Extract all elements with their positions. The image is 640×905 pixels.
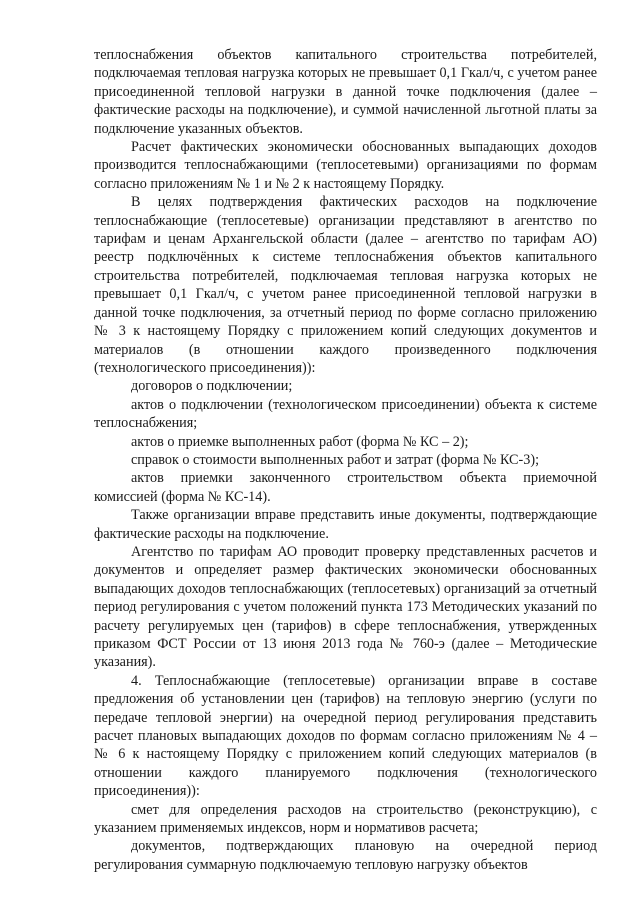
paragraph-agency-check: Агентство по тарифам АО проводит проверку представленных расчетов и документов и определяет размер фактических экономически обоснованных выпадающих доходов теплоснабжающих (теплосетевых) организаций за отчетный период регулирования с учетом положений пункта 173 Методических указаний по расчету регулируемых цен (тарифов) в сфере теплоснабжения, утвержденных приказом ФСТ России от 13 июня 2013 года № 760-э (далее – Методические указания). [94,543,597,671]
list-item-estimates: смет для определения расходов на строительство (реконструкцию), с указанием применяемых индексов, норм и нормативов расчета; [94,801,597,837]
list-item-ks14: актов приемки законченного строительством объекта приемочной комиссией (форма № КС-14). [94,470,597,505]
paragraph-3: В целях подтверждения фактических расходов на подключение теплоснабжающие (теплосетевые) организации представляют в агентство по тарифам и ценам Архангельской области (далее – агентство по тарифам АО) реестр подключённых к системе теплоснабжения объектов капитального строительства потребителей, подключаемая тепловая нагрузка которых не превышает 0,1 Гкал/ч, с учетом ранее присоединенной тепловой нагрузки в данной точке подключения, за отчетный период по форме согласно приложению № 3 к настоящему Порядку с приложением копий следующих документов и материалов (в отношении каждого произведенного подключения (технологического присоединения)): [94,194,597,376]
list-item-ks2: актов о приемке выполненных работ (форма № КС – 2); [131,433,469,450]
list-item-contracts: договоров о подключении; [131,378,293,395]
list-item-ks3: справок о стоимости выполненных работ и затрат (форма № КС-3); [131,451,540,468]
paragraph-other-documents: Также организации вправе представить иные документы, подтверждающие фактические расходы на подключение. [94,507,597,542]
paragraph-2: Расчет фактических экономически обоснованных выпадающих доходов производится теплоснабжающими (теплосетевыми) организациями по формам согласно приложениям № 1 и № 2 к настоящему Порядку. [94,139,597,192]
document-page [94,46,597,874]
list-item-connection-acts: актов о подключении (технологическом присоединении) объекта к системе теплоснабжения; [94,396,597,432]
paragraph-1: теплоснабжения объектов капитального строительства потребителей, подключаемая тепловая нагрузка которых не превышает 0,1 Гкал/ч, с учетом ранее присоединенной тепловой нагрузки в данной точке подключения (далее – фактические расходы на подключение), и суммой начисленной льготной платы за подключение указанных объектов. [94,47,597,137]
paragraph-section-4: 4. Теплоснабжающие (теплосетевые) организации вправе в составе предложения об установлении цен (тарифов) на тепловую энергию (услуги по передаче тепловой энергии) на очередной период регулирования представить расчет плановых выпадающих доходов по формам согласно приложениям № 4 – № 6 к настоящему Порядку с приложением копий следующих материалов (в отношении каждого планируемого подключения (технологического присоединения)): [94,672,597,800]
list-item-load-documents: документов, подтверждающих плановую на очередной период регулирования суммарную подключаемую тепловую нагрузку объектов [94,838,597,873]
